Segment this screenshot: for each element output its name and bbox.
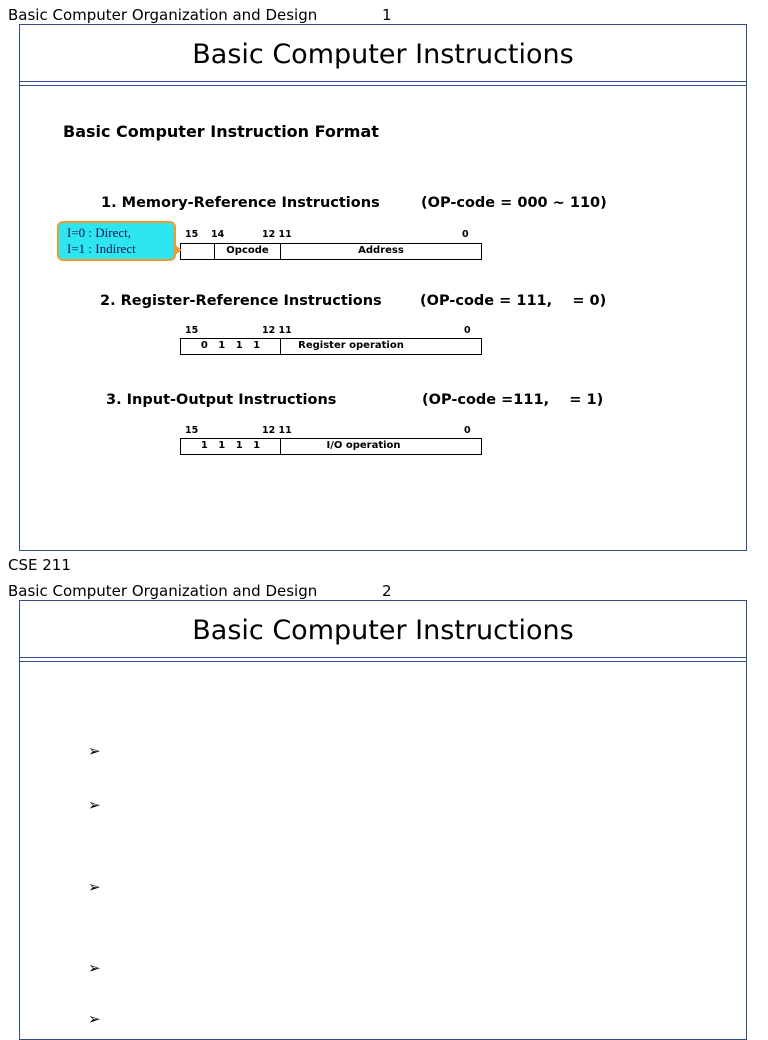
page-footer: CSE 211 (8, 556, 71, 574)
bit-12-11: 12 11 (262, 229, 292, 240)
bit-14: 14 (211, 229, 225, 240)
bit-12-11: 12 11 (262, 325, 292, 336)
opcode-field: Opcode (226, 245, 269, 256)
bullet-1: ➢ (88, 742, 101, 760)
page-header-title: Basic Computer Organization and Design (8, 582, 318, 600)
address-field: Address (358, 245, 404, 256)
bullet-5: ➢ (88, 1010, 101, 1028)
bullet-2: ➢ (88, 796, 101, 814)
io-opcode-note: (OP-code =111, = 1) (422, 392, 604, 408)
bit-12-11: 12 11 (262, 425, 292, 436)
mem-ref-opcode-note: (OP-code = 000 ~ 110) (421, 195, 607, 211)
slide-title: Basic Computer Instructions (192, 615, 574, 646)
page-header-title: Basic Computer Organization and Design (8, 6, 318, 24)
io-operation-field: I/O operation (326, 440, 401, 451)
io-label: 3. Input-Output Instructions (106, 392, 337, 408)
bit-0: 0 (464, 325, 471, 336)
bit-0: 0 (462, 229, 469, 240)
title-divider (20, 81, 746, 86)
bit-15: 15 (185, 425, 199, 436)
bit-15: 15 (185, 229, 199, 240)
bit-15: 15 (185, 325, 199, 336)
title-divider (20, 657, 746, 662)
slide-2 (19, 600, 747, 1040)
register-operation-field: Register operation (298, 340, 404, 351)
mem-ref-format-box (180, 243, 482, 260)
mem-ref-label: 1. Memory-Reference Instructions (101, 195, 380, 211)
slide-1 (19, 24, 747, 551)
callout-indirect: I=1 : Indirect (67, 241, 136, 256)
bullet-3: ➢ (88, 878, 101, 896)
addressing-mode-callout (57, 221, 176, 261)
reg-ref-format-box (180, 338, 482, 355)
reg-ref-label: 2. Register-Reference Instructions (100, 293, 382, 309)
opcode-bits: 0 1 1 1 (200, 340, 261, 351)
reg-ref-opcode-note: (OP-code = 111, = 0) (420, 293, 607, 309)
page-number: 2 (382, 582, 392, 600)
io-format-box (180, 438, 482, 455)
section-heading: Basic Computer Instruction Format (63, 122, 379, 141)
callout-direct: I=0 : Direct, (67, 225, 132, 240)
bit-0: 0 (464, 425, 471, 436)
bullet-4: ➢ (88, 959, 101, 977)
slide-title: Basic Computer Instructions (192, 39, 574, 70)
page-number: 1 (382, 6, 392, 24)
opcode-bits: 1 1 1 1 (200, 440, 261, 451)
callout-pointer (175, 245, 182, 255)
